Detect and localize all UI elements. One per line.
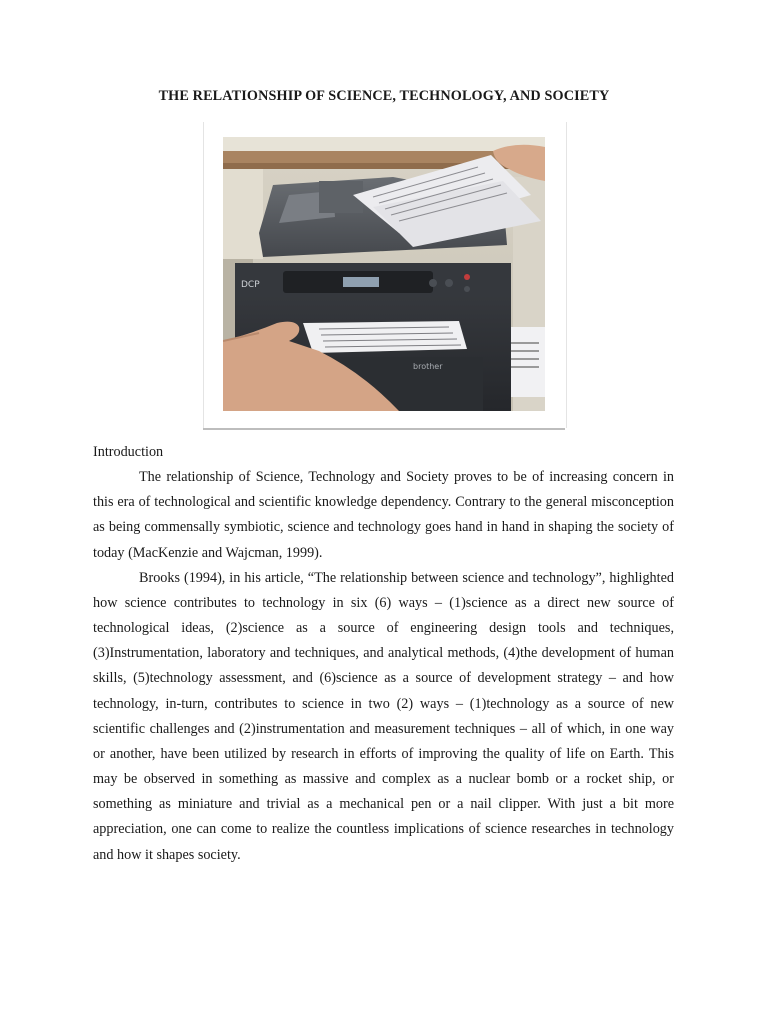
figure bbox=[203, 122, 565, 430]
svg-text:brother: brother bbox=[413, 362, 443, 371]
paragraph-2: Brooks (1994), in his article, “The relationship between science and technology”, highlighted how science contributes to technology in six (6) ways – (1)science as a direct new source of technological ideas, (2)science as a source of engineering design tools and techniques, (3)Instrumentation, laboratory and techniques, and analytical methods, (4)the development of human skills, (5)technology assessment, and (6)science as a source of development strategy – and how technology, in-turn, contributes to science in two (2) ways – (1)technology as a source of new scientific challenges and (2)instrumentation and measurement techniques – all of which, in one way or another, have been utilized by research in efforts of improving the quality of life on Earth. This may be observed in something as massive and complex as a nuclear bomb or a rocket ship, or something as miniature and trivial as a mechanical pen or a nail clipper. With just a bit more appreciation, one can come to realize the countless implications of science researches in technology and how it shapes society. bbox=[93, 569, 674, 863]
figure-bottom-rule bbox=[203, 428, 565, 430]
svg-text:DCP: DCP bbox=[241, 280, 260, 290]
printer-photo bbox=[223, 137, 545, 411]
section-heading: Introduction bbox=[93, 444, 164, 460]
document-title: THE RELATIONSHIP OF SCIENCE, TECHNOLOGY, AND SOCIETY bbox=[158, 88, 610, 104]
paragraph-1: The relationship of Science, Technology and Society proves to be of increasing concern in this era of technological and scientific knowledge dependency. Contrary to the general misconception as being commensally symbiotic, science and technology goes hand in hand in shaping the society of today (MacKenzie and Wajcman, 1999). bbox=[93, 469, 674, 561]
document-body bbox=[93, 440, 674, 868]
